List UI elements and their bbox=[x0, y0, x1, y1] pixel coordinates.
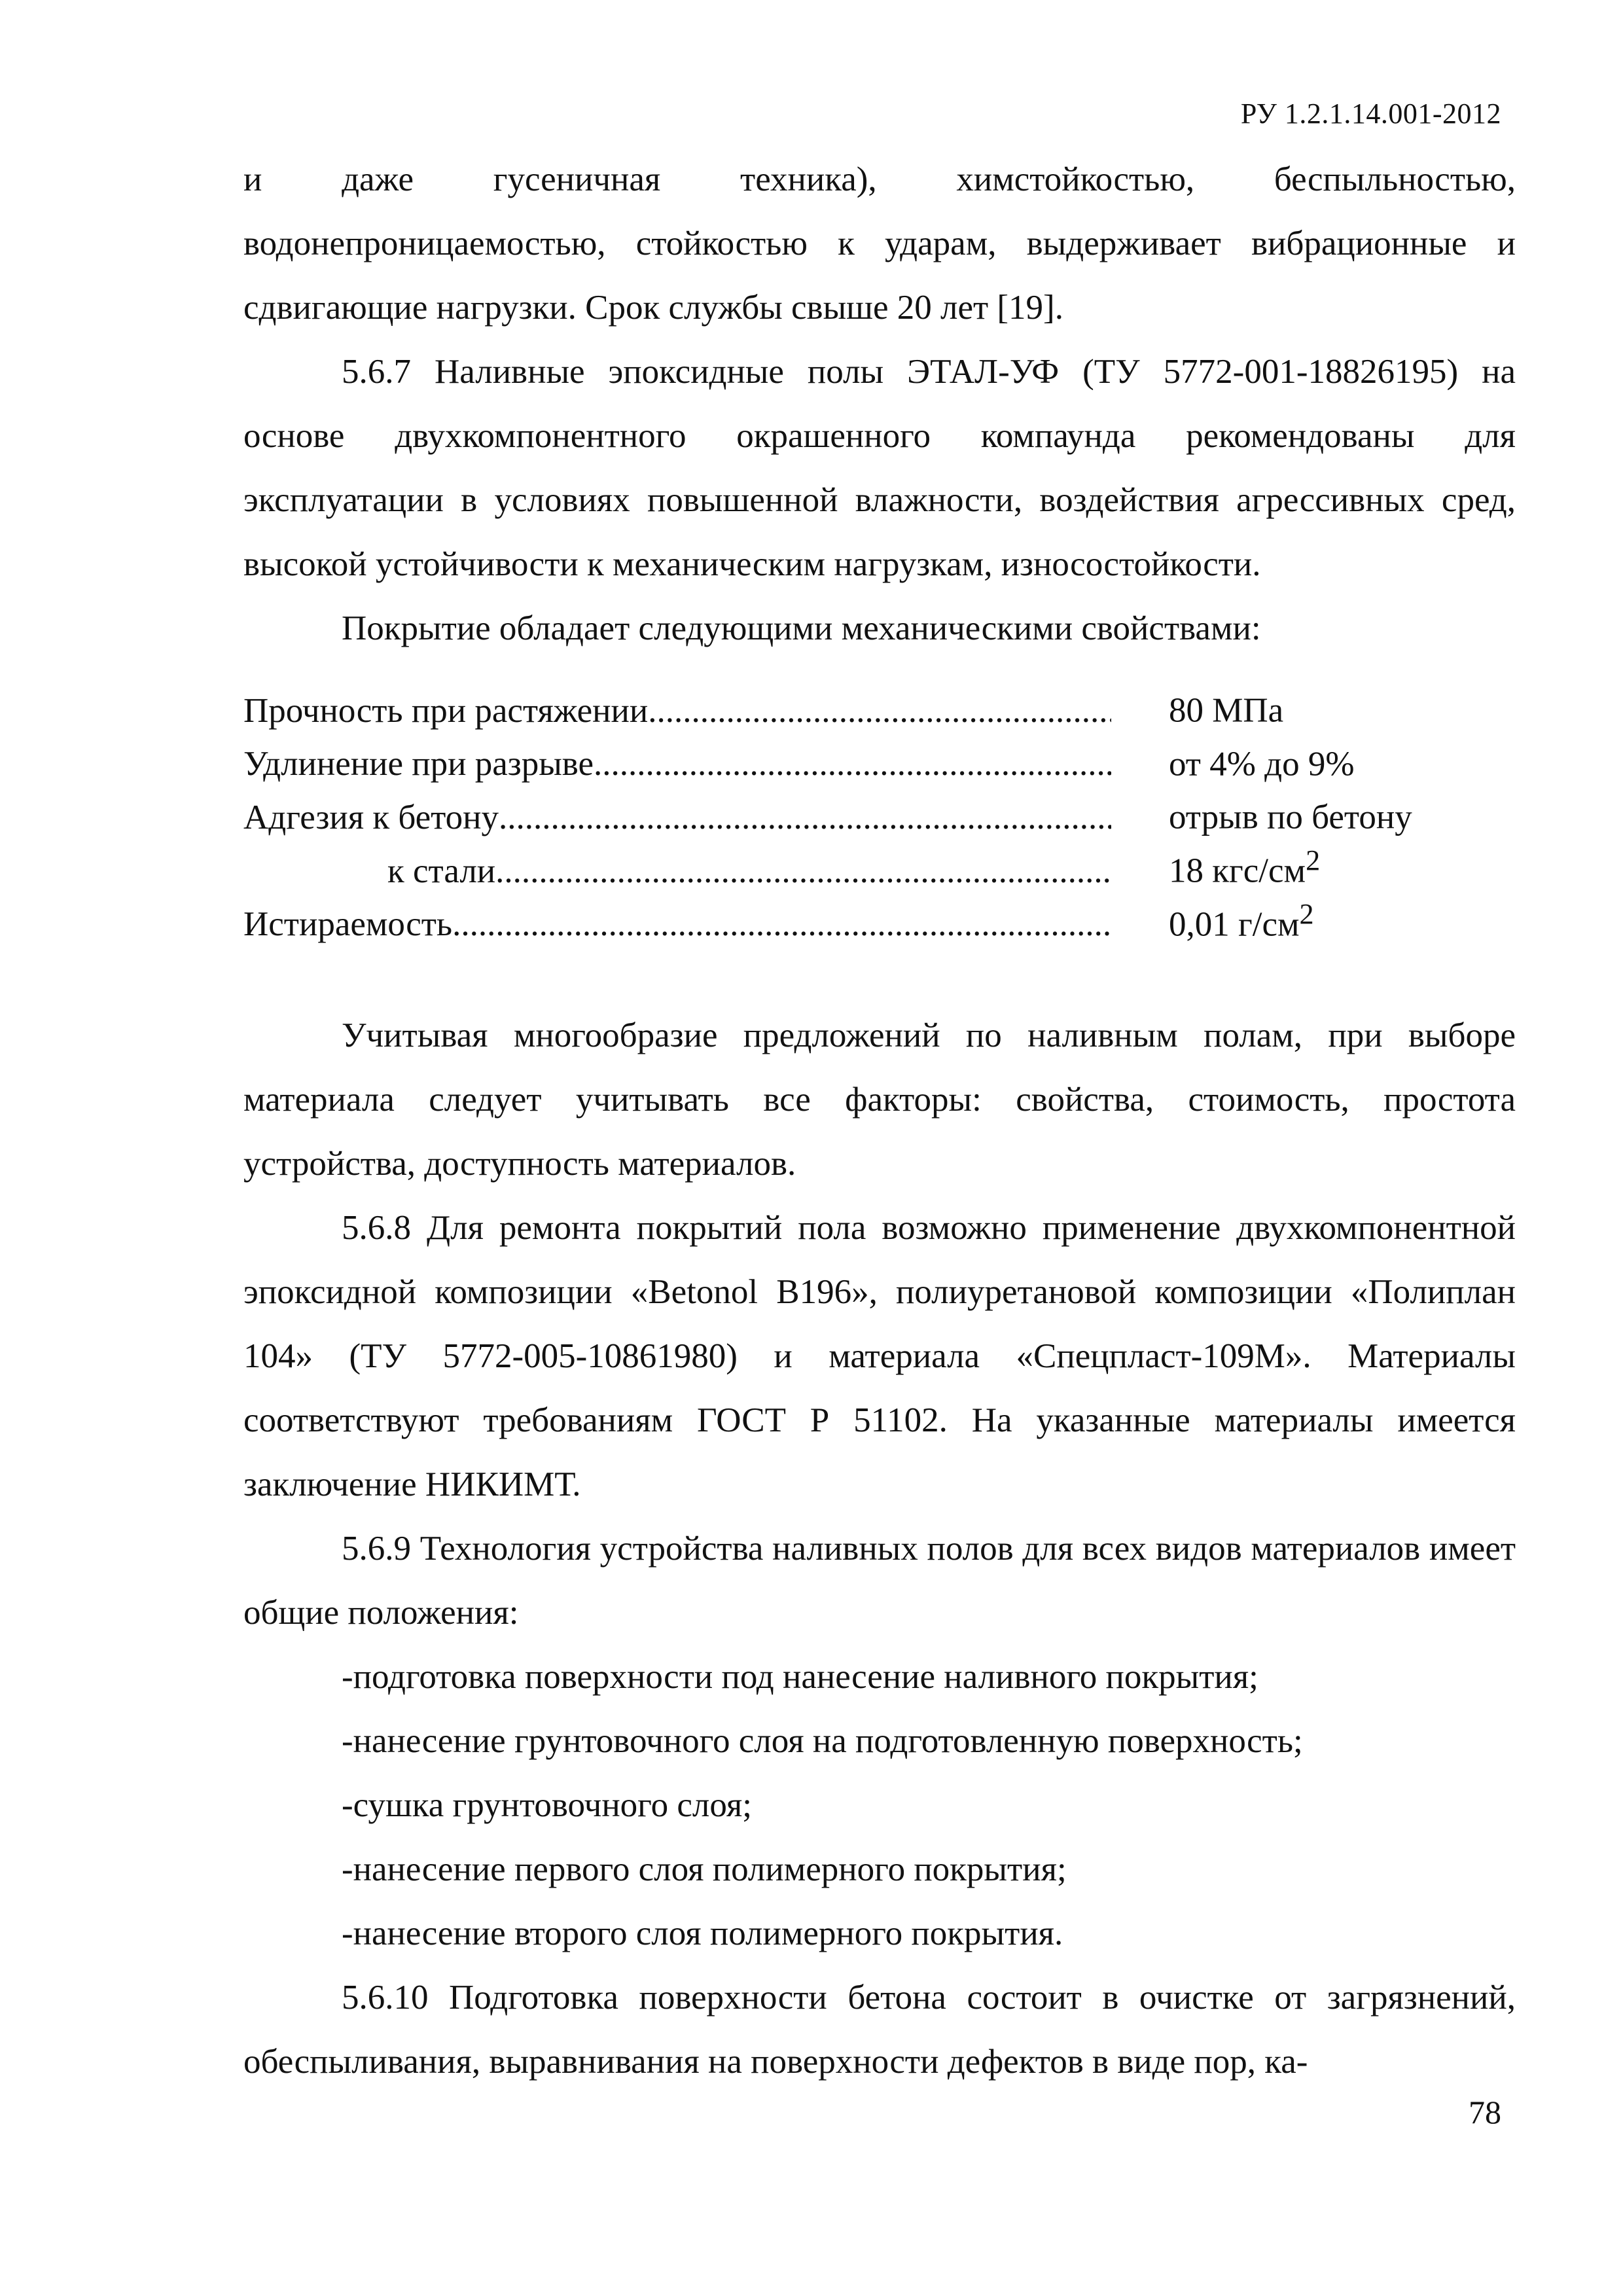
dot-leader bbox=[499, 796, 1111, 839]
paragraph-5-6-10: 5.6.10 Подготовка поверхности бетона состоит в очистке от загрязнений, обеспыливания, выравнивания на поверхности дефектов в виде пор, ка- bbox=[243, 1979, 1516, 2081]
property-label: к стали bbox=[387, 852, 496, 890]
paragraph-continuation: и даже гусеничная техника), химстойкостью, беспыльностью, водонепроницаемостью, стойкостью к ударам, выдерживает вибрационные и сдвигающие нагрузки. Срок службы свыше 20 лет [19]. bbox=[243, 160, 1516, 327]
property-label: Истираемость bbox=[243, 905, 453, 944]
property-label: Прочность при растяжении bbox=[243, 691, 649, 730]
dot-leader bbox=[452, 903, 1111, 946]
paragraph-5-6-9: 5.6.9 Технология устройства наливных полов для всех видов материалов имеет общие положения: bbox=[243, 1530, 1516, 1632]
page-body bbox=[243, 147, 1516, 2094]
page-number: 78 bbox=[1469, 2094, 1501, 2130]
steps-list bbox=[243, 1645, 1516, 1965]
property-value: 0,01 $г/см^2$ bbox=[1169, 897, 1314, 944]
property-value: 18 кгс/$см^2$ bbox=[1169, 844, 1321, 890]
property-row bbox=[243, 839, 1516, 893]
paragraph-properties-intro: Покрытие обладает следующими механическими свойствами: bbox=[342, 609, 1261, 647]
property-value: 80 МПа bbox=[1169, 691, 1284, 730]
list-item: -нанесение грунтовочного слоя на подготовленную поверхность; bbox=[342, 1722, 1303, 1761]
dot-leader bbox=[594, 742, 1111, 785]
paragraph-5-6-7: 5.6.7 Наливные эпоксидные полы ЭТАЛ-УФ (ТУ 5772-001-18826195) на основе двухкомпонентного окрашенного компаунда рекомендованы для эксплуатации в условиях повышенной влажности, воздействия агрессивных сред, высокой устойчивости к механическим нагрузкам, износостойкости. bbox=[243, 353, 1516, 583]
property-row bbox=[243, 893, 1516, 946]
dot-leader bbox=[495, 850, 1111, 893]
list-item: -нанесение второго слоя полимерного покрытия. bbox=[342, 1914, 1063, 1953]
list-item: -сушка грунтовочного слоя; bbox=[342, 1786, 752, 1825]
dot-leader bbox=[648, 689, 1111, 732]
paragraph-5-6-8: 5.6.8 Для ремонта покрытий пола возможно применение двухкомпонентной эпоксидной композиции «Betonol B196», полиуретановой композиции «Полиплан 104» (ТУ 5772-005-10861980) и материала «Спецпласт-109М». Материалы соответствуют требованиям ГОСТ Р 51102. На указанные материалы имеется заключение НИКИМТ. bbox=[243, 1209, 1516, 1504]
properties-list bbox=[243, 679, 1516, 946]
property-label: Удлинение при разрыве bbox=[243, 745, 594, 783]
document-code: РУ 1.2.1.14.001-2012 bbox=[1240, 98, 1501, 130]
property-row bbox=[243, 785, 1516, 839]
list-item: -нанесение первого слоя полимерного покрытия; bbox=[342, 1850, 1067, 1889]
property-row bbox=[243, 679, 1516, 732]
property-value: отрыв по бетону bbox=[1169, 798, 1412, 836]
property-label: Адгезия к бетону bbox=[243, 798, 499, 836]
property-row bbox=[243, 732, 1516, 786]
paragraph-selection-factors: Учитывая многообразие предложений по наливным полам, при выборе материала следует учитывать все факторы: свойства, стоимость, простота устройства, доступность материалов. bbox=[243, 1016, 1516, 1183]
list-item: -подготовка поверхности под нанесение наливного покрытия; bbox=[342, 1658, 1258, 1696]
property-value: от 4% до 9% bbox=[1169, 745, 1355, 783]
